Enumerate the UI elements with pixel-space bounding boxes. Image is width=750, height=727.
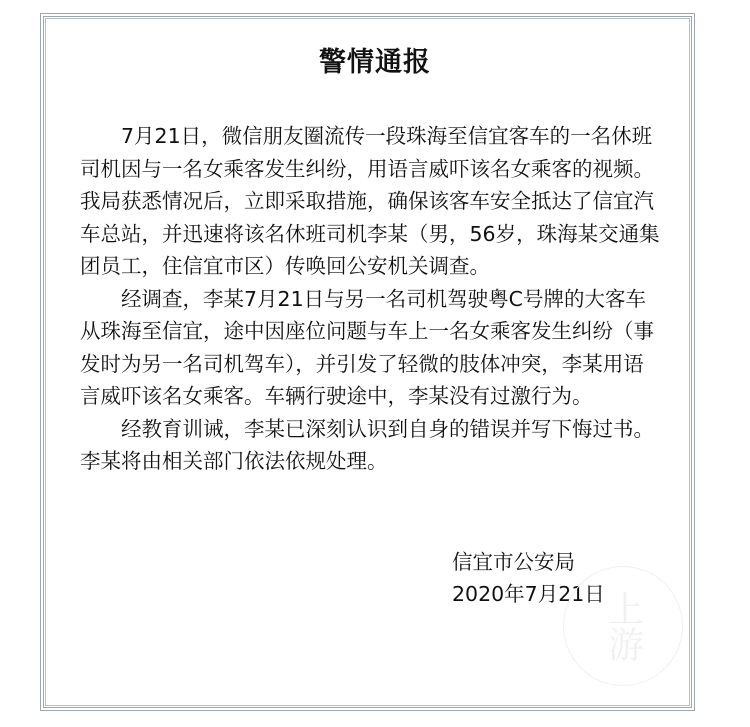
watermark-logo-icon: 上游 (563, 566, 683, 686)
paragraph-investigation: 经调查，李某7月21日与另一名司机驾驶粤C号牌的大客车从珠海至信宜，途中因座位问题与车上一名女乘客发生纠纷（事发时为另一名司机驾车），并引发了轻微的肢体冲突，李某用语言威吓该名女乘客。车辆行驶途中，李某没有过激行为。 (80, 286, 654, 408)
notice-title: 警情通报 (319, 47, 431, 78)
paragraph-outcome: 经教育训诫，李某已深刻认识到自身的错误并写下悔过书。李某将由相关部门依法依规处理。 (80, 416, 654, 473)
paragraph-incident: 7月21日，微信朋友圈流传一段珠海至信宜客车的一名休班司机因与一名女乘客发生纠纷，用语言威吓该名女乘客的视频。我局获悉情况后，立即采取措施，确保该客车安全抵达了信宜汽车总站，并迅速将该名休班司机李某（男，56岁，珠海某交通集团员工，住信宜市区）传唤回公安机关调查。 (80, 124, 660, 278)
notice-body (80, 120, 660, 478)
issuer-name: 信宜市公安局 (452, 550, 575, 574)
issue-date: 2020年7月21日 (452, 582, 605, 606)
